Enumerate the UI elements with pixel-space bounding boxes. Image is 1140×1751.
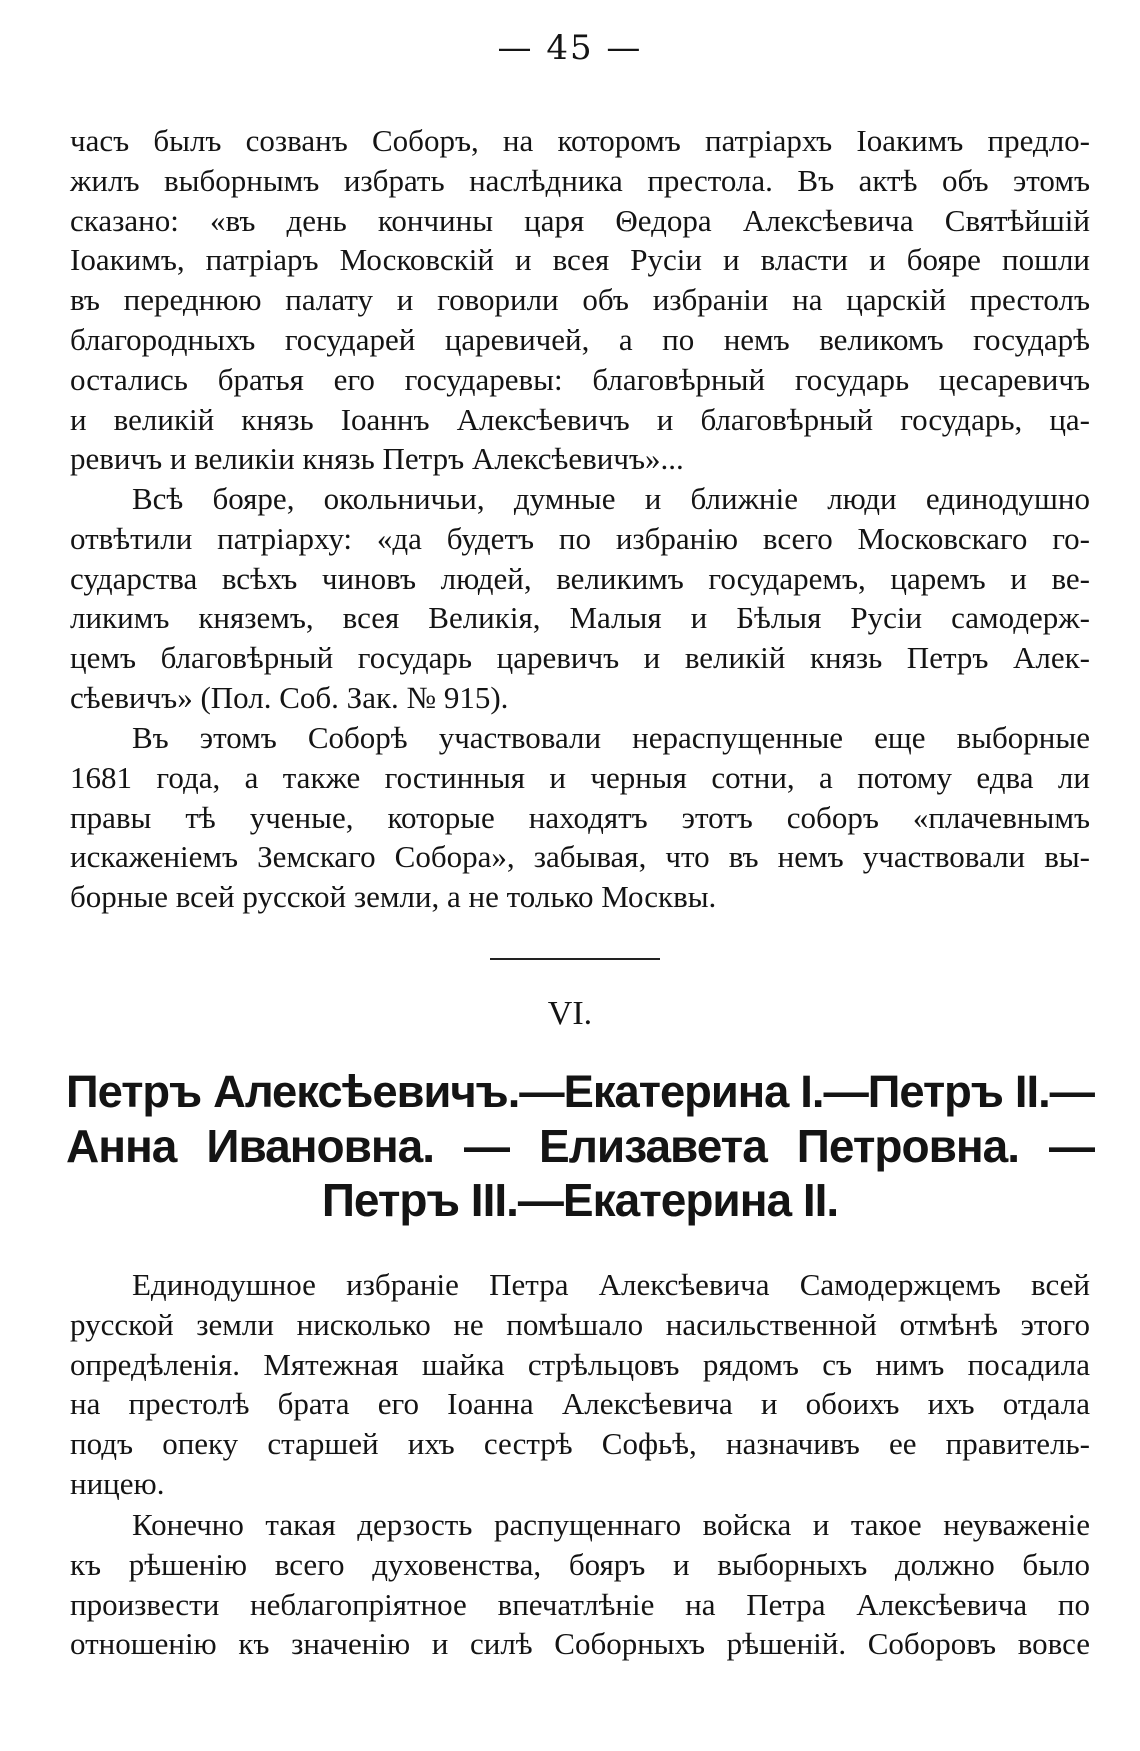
text-line: опредѣленія. Мятежная шайка стрѣльцовъ рядомъ съ нимъ посадила [70,1346,1090,1382]
text-line: искаженіемъ Земскаго Собора», забывая, что въ немъ участвовали вы- [70,839,1090,875]
text-line: Іоакимъ, патріаръ Московскій и всея Русіи и власти и бояре пошли [70,242,1090,278]
text-line: Всѣ бояре, окольничьи, думные и ближніе люди единодушно [132,481,1090,516]
text-line: въ переднюю палату и говорили объ избраніи на царскій престолъ [70,282,1090,318]
heading-line: Петръ III.—Екатерина II. [321,1174,839,1226]
text-line: ликимъ княземъ, всея Великія, Малыя и Бѣлыя Русіи самодерж- [70,600,1090,636]
text-line: отвѣтили патріарху: «да будетъ по избранію всего Московскаго го- [70,520,1090,556]
text-line: жилъ выборнымъ избрать наслѣдника престола. Въ актѣ объ этомъ [70,162,1090,198]
text-line: борные всей русской земли, а не только Москвы. [70,879,717,915]
text-line: подъ опеку старшей ихъ сестрѣ Софьѣ, назначивъ ее правитель- [70,1426,1090,1462]
text-line: ницею. [70,1465,165,1501]
text-line: благородныхъ государей царевичей, а по немъ великомъ государѣ [70,321,1090,357]
text-line: Единодушное избраніе Петра Алексѣевича Самодержцемъ всей [132,1267,1090,1302]
text-line: сѣевичъ» (Пол. Соб. Зак. № 915). [70,679,509,715]
text-line: часъ былъ созванъ Соборъ, на которомъ патріархъ Іоакимъ предло- [70,123,1090,158]
text-line: и великій князь Іоаннъ Алексѣевичъ и благовѣрный государь, ца- [70,401,1090,437]
paragraph-1 [70,121,1090,479]
text-line: 1681 года, а также гостинныя и черныя сотни, а потому едва ли [70,759,1090,795]
page-number: — 45 — [497,28,643,68]
text-line: правы тѣ ученые, которые находятъ этотъ соборъ «плачевнымъ [70,799,1090,835]
text-line: цемъ благовѣрный государь царевичъ и великій князь Петръ Алек- [70,640,1090,676]
text-line: отношенію къ значенію и силѣ Соборныхъ рѣшеній. Соборовъ вовсе [70,1626,1090,1662]
text-line: сказано: «въ день кончины царя Θедора Алексѣевича Святѣйшій [70,202,1090,238]
text-line: Въ этомъ Соборѣ участвовали нераспущенные еще выборные [132,720,1090,755]
text-line: къ рѣшенію всего духовенства, бояръ и выборныхъ должно было [70,1546,1090,1582]
section-heading [66,1065,1094,1227]
section-divider [490,958,660,960]
section-number: VI. [547,995,593,1032]
heading-line: Петръ Алексѣевичъ.—Екатерина I.—Петръ II.— [66,1066,1094,1117]
text-line: Конечно такая дерзость распущеннаго войска и такое неуваженіе [132,1507,1090,1542]
text-line: русской земли нисколько не помѣшало насильственной отмѣнѣ этого [70,1306,1090,1342]
paragraph-4 [70,1265,1090,1504]
text-line: на престолѣ брата его Іоанна Алексѣевича и обоихъ ихъ отдала [70,1386,1090,1422]
paragraph-5 [70,1505,1090,1664]
paragraph-3 [70,718,1090,917]
text-line: остались братья его государевы: благовѣрный государь цесаревичъ [70,361,1090,397]
text-line: ревичъ и великіи князь Петръ Алексѣевичъ»... [70,441,684,477]
heading-line: Анна Ивановна. — Елизавета Петровна. — [66,1120,1094,1172]
paragraph-2 [70,479,1090,718]
text-line: сударства всѣхъ чиновъ людей, великимъ государемъ, царемъ и ве- [70,560,1090,596]
text-line: произвести неблагопріятное впечатлѣніе на Петра Алексѣевича по [70,1586,1090,1622]
